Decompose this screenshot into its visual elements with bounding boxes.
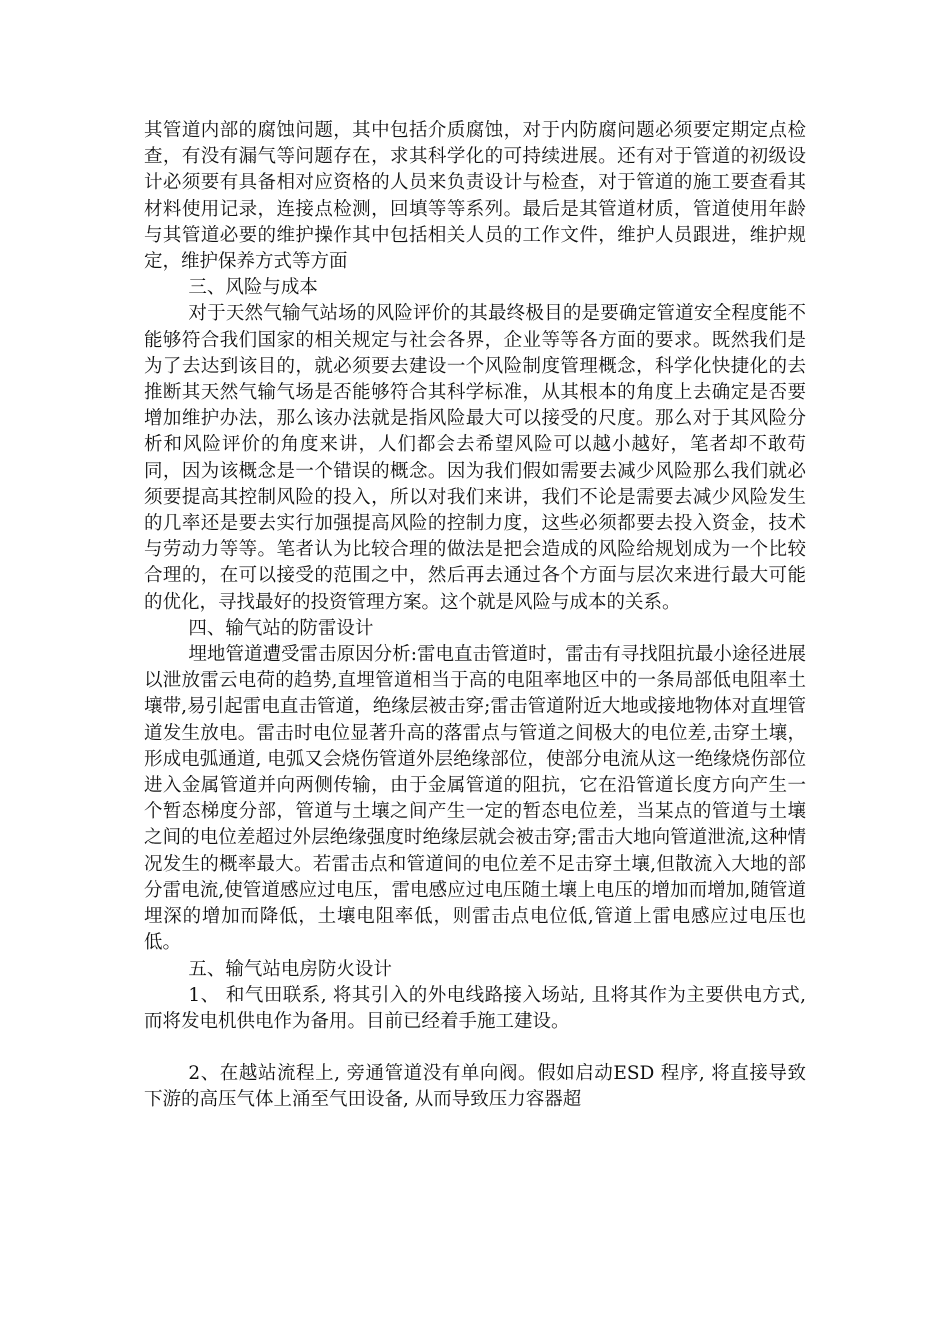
risk-cost-paragraph: 对于天然气输气站场的风险评价的其最终极目的是要确定管道安全程度能不能够符合我们国家的相关规定与社会各界，企业等等各方面的要求。既然我们是为了去达到该目的，就必须要去建设一个风险制度管理概念，科学化快捷化的去推断其天然气输气场是否能够符合其科学标准，从其根本的角度上去确定是否要增加维护办法，那么该办法就是指风险最大可以接受的尺度。那么对于其风险分析和风险评价的角度来讲，人们都会去希望风险可以越小越好，笔者却不敢苟同，因为该概念是一个错误的概念。因为我们假如需要去减少风险那么我们就必须要提高其控制风险的投入，所以对我们来讲，我们不论是需要去减少风险发生的几率还是要去实行加强提高风险的控制力度，这些必须都要去投入资金，技术与劳动力等等。笔者认为比较合理的做法是把会造成的风险给规划成为一个比较合理的，在可以接受的范围之中，然后再去通过各个方面与层次来进行最大可能的优化，寻找最好的投资管理方案。这个就是风险与成本的关系。 [144, 303, 806, 613]
section-heading-lightning: 四、输气站的防雷设计 [188, 617, 374, 639]
lightning-paragraph: 埋地管道遭受雷击原因分析:雷电直击管道时，雷击有寻找阻抗最小途径进展以泄放雷云电荷的趋势,直埋管道相当于高的电阻率地区中的一条局部低电阻率土壤带,易引起雷电直击管道，绝缘层被击穿;雷击管道附近大地或接地物体对直埋管道发生放电。雷击时电位显著升高的落雷点与管道之间极大的电位差,击穿土壤，形成电弧通道, 电弧又会烧伤管道外层绝缘部位，使部分电流从这一绝缘烧伤部位进入金属管道并向两侧传输，由于金属管道的阻抗，它在沿管道长度方向产生一个暂态梯度分部，管道与土壤之间产生一定的暂态电位差，当某点的管道与土壤之间的电位差超过外层绝缘强度时绝缘层就会被击穿;雷击大地向管道泄流,这种情况发生的概率最大。若雷击点和管道间的电位差不足击穿土壤,但散流入大地的部分雷电流,使管道感应过电压，雷电感应过电压随土壤上电压的增加而增加,随管道埋深的增加而降低，土壤电阻率低，则雷击点电位低,管道上雷电感应过电压也低。 [144, 644, 806, 954]
paragraph-gap [144, 1035, 806, 1061]
section-heading-risk-cost: 三、风险与成本 [188, 277, 318, 299]
fire-item-1: 1、 和气田联系, 将其引入的外电线路接入场站, 且将其作为主要供电方式, 而将发电机供电作为备用。目前已经着手施工建设。 [144, 984, 806, 1032]
document-body [144, 118, 806, 1114]
fire-item-2: 2、在越站流程上, 旁通管道没有单向阀。假如启动ESD 程序, 将直接导致下游的高压气体上涌至气田设备, 从而导致压力容器超 [144, 1063, 806, 1111]
section-heading-fire: 五、输气站电房防火设计 [188, 958, 392, 980]
intro-paragraph: 其管道内部的腐蚀问题，其中包括介质腐蚀，对于内防腐问题必须要定期定点检查，有没有漏气等问题存在，求其科学化的可持续进展。还有对于管道的初级设计必须要有具备相对应资格的人员来负责设计与检查，对于管道的施工要查看其材料使用记录，连接点检测，回填等等系列。最后是其管道材质，管道使用年龄与其管道必要的维护操作其中包括相关人员的工作文件，维护人员跟进，维护规定，维护保养方式等方面 [144, 120, 806, 273]
